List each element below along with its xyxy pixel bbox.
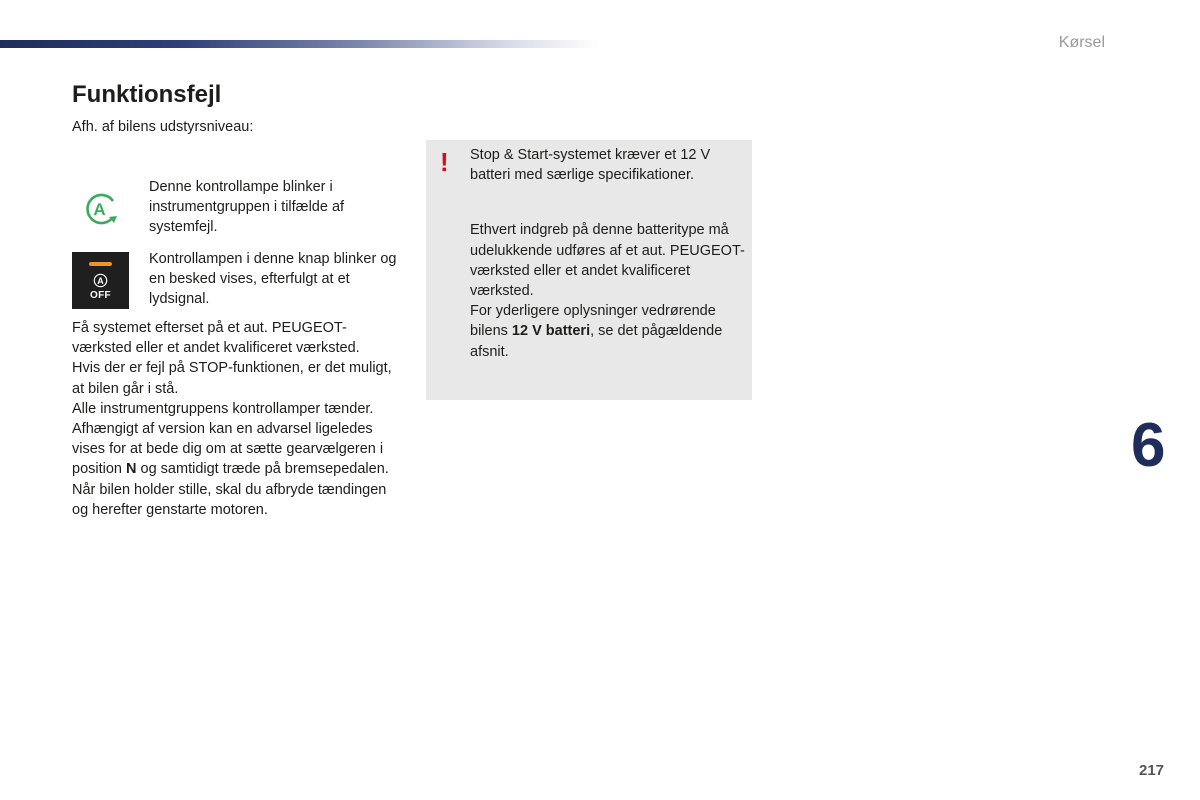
exclamation-warning-icon: ! [440, 147, 449, 177]
body-paragraph: Få systemet efterset på et aut. PEUGEOT-værksted eller et andet kvalificeret værksted. [72, 320, 360, 357]
button-off-label: OFF [90, 290, 111, 301]
warning-text [470, 145, 745, 362]
header-gradient-bar [0, 40, 600, 48]
gear-position-bold: N [126, 461, 137, 478]
auto-circle-icon [93, 273, 108, 288]
body-text-span: Afhængigt af version kan en advarsel ligeledes vises for at bede dig om at sætte gearvælgeren i position [72, 421, 384, 478]
page-number: 217 [1139, 762, 1165, 779]
indicator-description-1: Denne kontrollampe blinker i instrumentgruppen i tilfælde af systemfejl. [149, 179, 345, 236]
page-title: Funktionsfejl [72, 81, 222, 108]
malfunction-body-text [72, 318, 402, 520]
button-led-indicator [89, 262, 112, 266]
body-paragraph [72, 419, 402, 480]
svg-text:A: A [97, 276, 104, 286]
auto-stop-start-warning-icon [82, 192, 120, 226]
body-paragraph: Når bilen holder stille, skal du afbryde tændingen og herefter genstarte motoren. [72, 481, 387, 518]
indicator-description-2: Kontrollampen i denne knap blinker og en besked vises, efterfulgt at et lydsignal. [149, 251, 397, 308]
section-label: Kørsel [1058, 34, 1105, 51]
warning-paragraph: Ethvert indgreb på denne batteritype må udelukkende udføres af et aut. PEUGEOT-værksted eller et andet kvalificeret værksted. [470, 222, 745, 300]
body-paragraph: Hvis der er fejl på STOP-funktionen, er det muligt, at bilen går i stå. [72, 360, 392, 397]
warning-paragraph [470, 301, 745, 362]
body-paragraph: Alle instrumentgruppens kontrollamper tænder. [72, 400, 374, 417]
body-text-span: og samtidigt træde på bremsepedalen. [136, 461, 389, 478]
intro-text: Afh. af bilens udstyrsniveau: [72, 119, 254, 135]
battery-bold: 12 V batteri [511, 323, 591, 340]
warning-box [426, 140, 752, 400]
icon-letter: A [93, 200, 106, 219]
warning-text-span: For yderligere oplysninger vedrørende bilens [470, 303, 716, 340]
warning-paragraph: Stop & Start-systemet kræver et 12 V batteri med særlige specifikationer. [470, 147, 711, 184]
stop-start-off-button-icon [72, 252, 129, 309]
warning-text-span: , se det pågældende afsnit. [470, 323, 723, 360]
chapter-number: 6 [1131, 411, 1166, 480]
